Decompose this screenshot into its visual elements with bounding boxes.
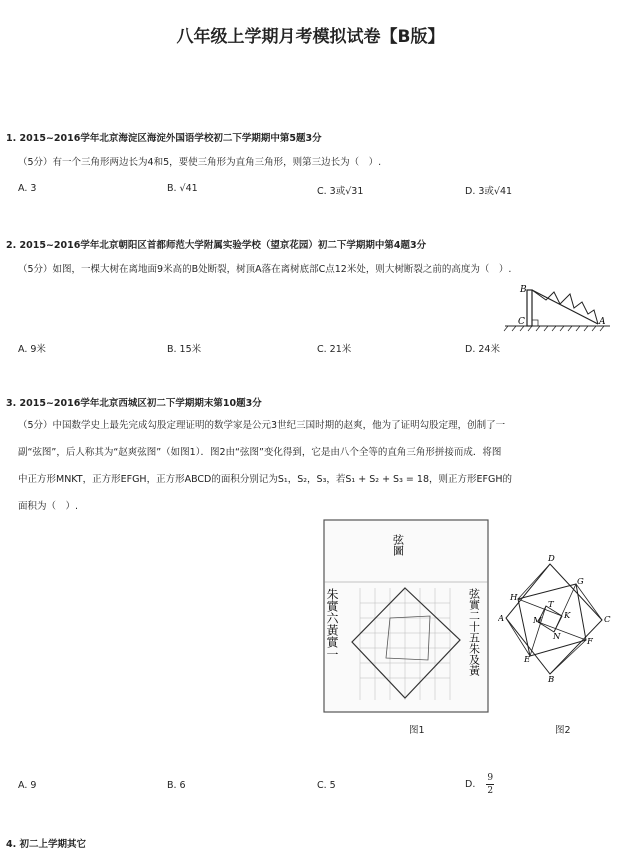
figure-1-xiantu [320,518,492,714]
fig1-left-text: 朱實六黃實一 [325,588,339,660]
label-a: A [599,317,606,327]
question-1-header: 1. 2015~2016学年北京海淀区海淀外国语学校初二下学期期中第5题3分 [6,133,322,144]
fig2-label-b: B [548,675,555,682]
fig2-label-n: N [553,632,561,642]
question-2-header: 2. 2015~2016学年北京朝阳区首都师范大学附属实验学校（望京花园）初二下学期期中第4题3分 [6,240,427,251]
question-3-header: 3. 2015~2016学年北京西城区初二下学期期末第10题3分 [6,398,262,409]
fig2-label-m: M [533,616,542,626]
fig1-right-text: 弦實二十五朱及黃 [467,588,481,676]
label-c: C [518,317,525,327]
q3-option-b[interactable]: B. 6 [167,780,186,791]
question-1-text: （5分）有一个三角形两边长为4和5，要使三角形为直角三角形，则第三边长为（ ）. [18,157,382,168]
q1-option-b[interactable]: B. √41 [167,183,198,194]
q3-option-c[interactable]: C. 5 [317,780,336,791]
question-3-text-line2: 副“弦图”，后人称其为“赵爽弦图”（如图1）．图2由“弦图”变化得到，它是由八个全等的直角三角形拼接而成．将图 [18,447,502,458]
fig1-top-text: 弦圖 [391,534,405,556]
page-title: 八年级上学期月考模拟试卷【B版】 [176,27,445,47]
figure-2-caption: 图2 [555,725,571,736]
figure-1-caption: 图1 [409,725,425,736]
q3-option-d-fraction [486,772,494,797]
question-3-text-line3: 中正方形MNKT，正方形EFGH，正方形ABCD的面积分别记为S₁，S₂，S₃，若S₁ + S₂ + S₃ = 18，则正方形EFGH的 [18,474,512,485]
q3-option-d-prefix: D. [465,779,476,790]
fig2-label-h: H [510,593,518,603]
fig2-label-f: F [587,637,593,647]
q1-option-a[interactable]: A. 3 [18,183,37,194]
q2-option-a[interactable]: A. 9米 [18,344,46,355]
fig2-label-t: T [548,600,554,610]
label-b: B [520,285,527,295]
q3-option-a[interactable]: A. 9 [18,780,37,791]
question-3-text-line4: 面积为（ ）. [18,501,79,512]
fig2-label-c: C [604,615,611,625]
q2-option-d[interactable]: D. 24米 [465,344,500,355]
fig2-label-a: A [498,614,505,624]
q2-option-c[interactable]: C. 21米 [317,344,352,355]
q3-option-d[interactable] [465,772,494,797]
question-2-text: （5分）如图，一棵大树在离地面9米高的B处断裂，树顶A落在离树底部C点12米处，则大树断裂之前的高度为（ ）. [18,264,512,275]
q1-option-d[interactable]: D. 3或√41 [465,186,513,197]
fig2-label-e: E [524,655,531,665]
figure-2-square-diagram [498,552,616,682]
fig2-label-k: K [564,611,571,621]
question-3-text-line1: （5分）中国数学史上最先完成勾股定理证明的数学家是公元3世纪三国时期的赵爽，他为了证明勾股定理，创制了一 [18,420,506,431]
tree-figure [500,280,615,332]
fig2-label-g: G [577,577,584,587]
q1-option-c[interactable]: C. 3或√31 [317,186,364,197]
fig2-label-d: D [548,554,555,564]
question-4-header: 4. 初二上学期其它 [6,839,87,850]
fraction-denominator: 2 [487,786,494,796]
q2-option-b[interactable]: B. 15米 [167,344,202,355]
fraction-numerator: 9 [487,773,494,783]
